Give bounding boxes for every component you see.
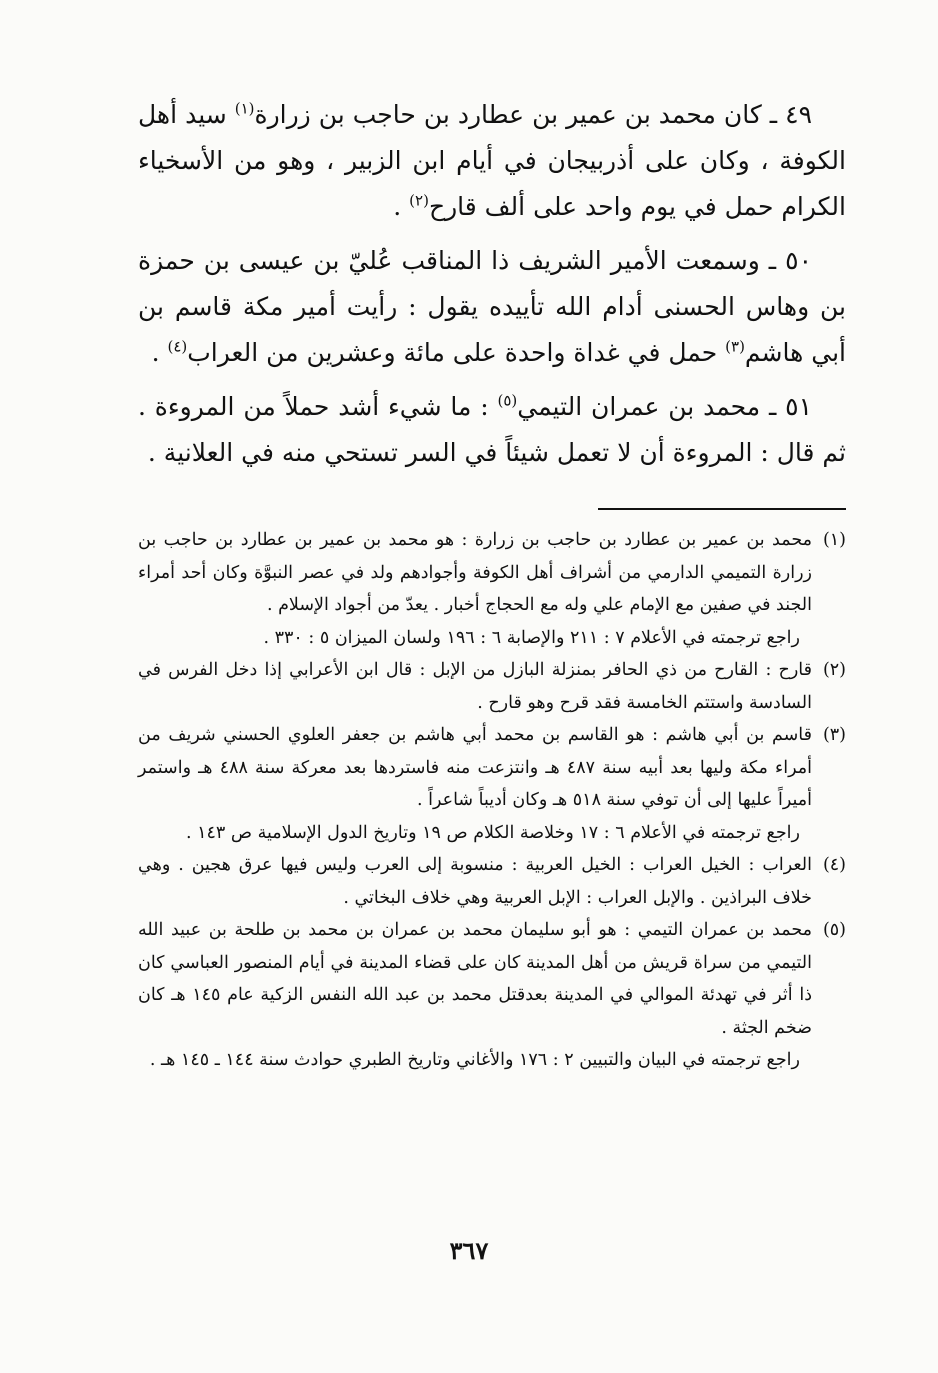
footnote-body xyxy=(138,654,812,719)
footnote-number: (٥) xyxy=(822,920,846,940)
footnotes xyxy=(138,524,846,1077)
paragraph-text: سيد أهل الكوفة ، وكان على أذربيجان في أيام ابن الزبير ، وهو من الأسخياء الكرام حمل في يوم واحد على ألف قارح xyxy=(138,100,846,221)
paragraph-49 xyxy=(138,92,846,230)
paragraph-51 xyxy=(138,384,846,476)
footnote-body xyxy=(138,524,812,654)
paragraph-text: : ما شيء أشد حملاً من المروءة . ثم قال : المروءة أن لا تعمل شيئاً في السر تستحي منه في العلانية . xyxy=(138,392,846,467)
footnote-number: (٣) xyxy=(822,725,846,745)
footnote-4 xyxy=(138,849,846,914)
footnote-text: قارح : القارح من ذي الحافر بمنزلة البازل من الإبل : قال ابن الأعرابي إذا دخل الفرس في السادسة واستتم الخامسة فقد قرح وهو قارح . xyxy=(138,660,812,713)
footnote-body xyxy=(138,914,812,1077)
footnote-5 xyxy=(138,914,846,1077)
footnote-marker[interactable]: (٤) xyxy=(167,337,188,356)
main-text xyxy=(138,92,846,484)
paragraph-text: . xyxy=(393,192,410,221)
footnote-text: قاسم بن أبي هاشم : هو القاسم بن محمد أبي هاشم بن جعفر العلوي الحسني شريف من أمراء مكة وليها بعد أبيه سنة ٤٨٧ هـ وانتزعت منه فاستردها بعد معركة سنة ٤٨٨ هـ واستمر أميراً عليها إلى أن توفي سنة ٥١٨ هـ وكان أديباً شاعراً . xyxy=(138,725,812,810)
footnote-marker[interactable]: (٥) xyxy=(497,391,518,410)
footnote-separator xyxy=(598,508,846,510)
footnote-number: (٢) xyxy=(822,660,846,680)
footnote-number: (١) xyxy=(822,530,846,550)
paragraph-text: . xyxy=(151,338,168,367)
paragraph-text: ٥١ ـ محمد بن عمران التيمي xyxy=(517,392,813,421)
footnote-text: محمد بن عمير بن عطارد بن حاجب بن زرارة : هو محمد بن عمير بن عطارد بن حاجب بن زرارة التميمي الدارمي من أشراف أهل الكوفة وأجوادهم ولد في عصر النبوَّة وكان أحد أمراء الجند في صفين مع الإمام علي وله مع الحجاج أخبار . يعدّ من أجواد الإسلام . xyxy=(138,530,812,615)
paragraph-text: حمل في غداة واحدة على مائة وعشرين من العراب xyxy=(187,338,726,367)
footnote-1 xyxy=(138,524,846,654)
footnote-number: (٤) xyxy=(822,855,846,875)
footnote-marker[interactable]: (٢) xyxy=(409,191,429,210)
paragraph-text: ٤٩ ـ كان محمد بن عمير بن عطارد بن حاجب بن زرارة xyxy=(254,100,812,129)
footnote-text: محمد بن عمران التيمي : هو أبو سليمان محمد بن عمران بن محمد بن طلحة بن عبيد الله التيمي من سراة قريش من أهل المدينة كان على قضاء المدينة في أيام المنصور العباسي كان ذا أثر في تهدئة الموالي في المدينة بعدقتل محمد بن عبد الله النفس الزكية عام ١٤٥ هـ كان ضخم الجثة . xyxy=(138,920,812,1038)
footnote-reference: راجع ترجمته في الأعلام ٧ : ٢١١ والإصابة ٦ : ١٩٦ ولسان الميزان ٥ : ٣٣٠ . xyxy=(263,627,800,648)
footnote-reference: راجع ترجمته في الأعلام ٦ : ١٧ وخلاصة الكلام ص ١٩ وتاريخ الدول الإسلامية ص ١٤٣ . xyxy=(185,822,800,843)
footnote-text: العراب : الخيل العراب : الخيل العربية : منسوبة إلى العرب وليس فيها عرق هجين . وهي خلاف البراذين . والإبل العراب : الإبل العربية وهي خلاف البخاتي . xyxy=(138,855,812,908)
footnote-3 xyxy=(138,719,846,849)
footnote-body xyxy=(138,719,812,849)
paragraph-text: ٥٠ ـ وسمعت الأمير الشريف ذا المناقب عُليّ بن عيسى بن حمزة بن وهاس الحسنى أدام الله تأييده يقول : رأيت أمير مكة قاسم بن أبي هاشم xyxy=(138,246,846,367)
footnote-marker[interactable]: (١) xyxy=(234,99,255,118)
footnote-2 xyxy=(138,654,846,719)
footnote-body xyxy=(138,849,812,914)
page-number: ٣٦٧ xyxy=(449,1236,489,1265)
paragraph-50 xyxy=(138,238,846,376)
footnote-marker[interactable]: (٣) xyxy=(725,337,745,356)
footnote-reference: راجع ترجمته في البيان والتبيين ٢ : ١٧٦ والأغاني وتاريخ الطبري حوادث سنة ١٤٤ ـ ١٤٥ هـ . xyxy=(149,1050,800,1070)
